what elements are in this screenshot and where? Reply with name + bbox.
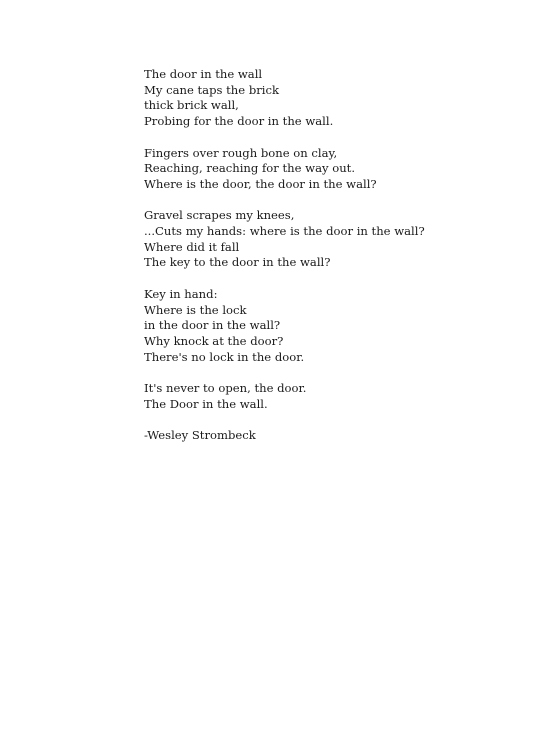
stanza-1 [144,67,504,130]
poem-line: My cane taps the brick [144,82,280,97]
poem-line: Where is the door, the door in the wall? [144,176,377,191]
poem-line: There's no lock in the door. [144,349,305,364]
stanza-4 [144,287,504,366]
poem-line: The Door in the wall. [144,396,268,411]
stanza-3 [144,208,504,271]
poem-line: ...Cuts my hands: where is the door in the wall? [144,224,425,238]
stanza-5 [144,381,504,412]
poem-line: It's never to open, the door. [144,381,307,395]
poem-line: thick brick wall, [144,98,239,113]
poem-line: Key in hand: [144,286,218,301]
poem-line: Probing for the door in the wall. [144,114,334,129]
stanza-2 [144,146,504,193]
poem-line: Fingers over rough bone on clay, [144,145,338,160]
poem-line: Where did it fall [144,239,240,254]
poem-line: The door in the wall [144,67,263,81]
poem [144,67,504,444]
poem-line: The key to the door in the wall? [144,255,331,270]
poem-line: Reaching, reaching for the way out. [144,161,356,176]
poem-line: Why knock at the door? [144,333,284,348]
author-signature: -Wesley Strombeck [144,428,256,443]
poem-line: Gravel scrapes my knees, [144,208,295,223]
poem-line: Where is the lock [144,302,247,317]
poem-line: in the door in the wall? [144,318,281,333]
